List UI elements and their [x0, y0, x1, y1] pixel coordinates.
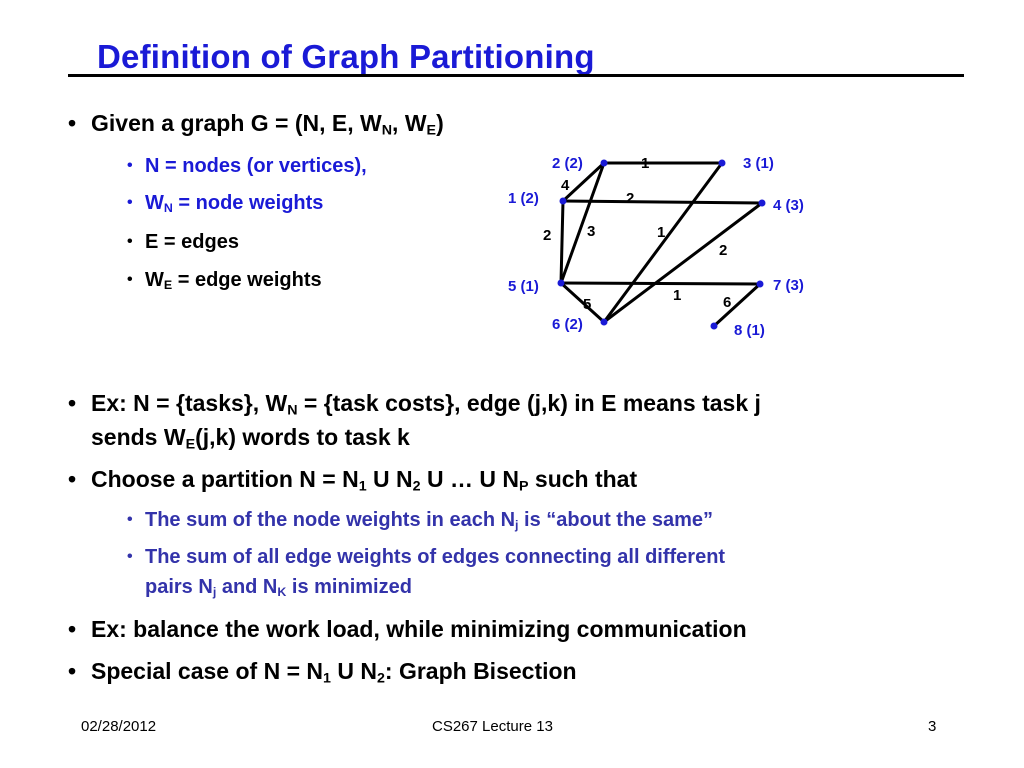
bullet-text: Special case of N = N — [91, 658, 324, 684]
sub-bullet-text: and N — [216, 576, 278, 598]
bullet-choose-partition — [68, 462, 948, 496]
sub-bullet-edge-cut — [127, 542, 917, 602]
bullet-balance-example — [68, 612, 948, 646]
node-3-dot — [719, 160, 726, 167]
sub-bullet-text: = edge weights — [172, 269, 322, 291]
subscript: K — [277, 585, 287, 600]
sub-bullet-text: The sum of the node weights in each N — [145, 509, 516, 531]
bullet-text: such that — [528, 466, 638, 492]
subscript: 2 — [412, 478, 421, 495]
node-7-dot — [711, 323, 718, 330]
bullet-dot: • — [127, 194, 133, 211]
footer-course: CS267 Lecture 13 — [432, 718, 553, 735]
subscript: j — [212, 585, 217, 600]
edge-1-5 — [561, 201, 563, 283]
node-8-dot — [757, 281, 764, 288]
bullet-text: U … U N — [420, 466, 519, 492]
bullet-text: , W — [392, 110, 427, 136]
bullet-text: sends W — [91, 424, 186, 450]
bullet-dot: • — [127, 271, 133, 288]
bullet-dot: • — [127, 157, 133, 174]
sub-bullet-text: = node weights — [172, 192, 324, 214]
bullet-dot: • — [68, 616, 77, 642]
bullet-dot: • — [68, 390, 77, 416]
bullet-text: = {task costs}, edge (j,k) in E means task j — [297, 390, 761, 416]
edge-weight-2-1: 4 — [561, 177, 570, 194]
node-5-dot — [558, 280, 565, 287]
node-2-dot — [601, 160, 608, 167]
edge-weight-2-3: 1 — [641, 155, 650, 172]
sub-bullet-text: pairs N — [145, 576, 213, 598]
edge-3-6 — [604, 163, 722, 322]
edge-5-8 — [561, 283, 760, 284]
bullet-text: Ex: N = {tasks}, W — [91, 390, 288, 416]
node-label-7: 8 (1) — [734, 322, 765, 339]
subscript: 2 — [376, 670, 385, 687]
bullet-dot: • — [127, 233, 133, 250]
node-4-dot — [759, 200, 766, 207]
node-label-6: 6 (2) — [552, 316, 583, 333]
bullet-text: Given a graph G = (N, E, W — [91, 110, 382, 136]
node-label-5: 5 (1) — [508, 278, 539, 295]
edge-weight-4-6: 2 — [719, 242, 728, 259]
edge-weight-1-5: 2 — [543, 227, 552, 244]
sub-bullet-text: W — [145, 269, 164, 291]
footer-date: 02/28/2012 — [81, 718, 157, 735]
edge-weight-5-6: 5 — [583, 296, 592, 313]
sub-bullet-text: is minimized — [286, 576, 412, 598]
subscript: N — [163, 201, 173, 216]
subscript: j — [515, 518, 519, 533]
sub-bullet-text: The sum of all edge weights of edges connecting all different — [145, 546, 726, 568]
subscript: N — [381, 122, 393, 139]
node-label-4: 4 (3) — [773, 197, 804, 214]
bullet-text: U N — [366, 466, 413, 492]
subscript: 1 — [323, 670, 331, 687]
edge-8-7 — [714, 284, 760, 326]
sub-bullet-node-weight-balance — [127, 505, 917, 535]
node-1-dot — [560, 198, 567, 205]
edge-1-4 — [563, 201, 762, 203]
subscript: E — [185, 436, 196, 453]
bullet-text: : Graph Bisection — [384, 658, 577, 684]
subscript: 1 — [358, 478, 367, 495]
node-label-1: 1 (2) — [508, 190, 539, 207]
bullet-text: ) — [436, 110, 444, 136]
bullet-dot: • — [68, 658, 77, 684]
node-label-3: 3 (1) — [743, 155, 774, 172]
bullet-text: (j,k) words to task k — [195, 424, 410, 450]
subscript: E — [163, 278, 173, 293]
sub-bullet-text: N = nodes (or vertices), — [145, 155, 367, 177]
node-label-2: 2 (2) — [552, 155, 583, 172]
bullet-dot: • — [127, 548, 133, 565]
bullet-dot: • — [68, 110, 77, 136]
node-label-8: 7 (3) — [773, 277, 804, 294]
node-6-dot — [601, 319, 608, 326]
subscript: E — [426, 122, 437, 139]
edge-weight-5-8: 1 — [673, 287, 682, 304]
edge-weight-2-5: 3 — [587, 223, 596, 240]
slide-title: Definition of Graph Partitioning — [97, 38, 595, 75]
bullet-bisection — [68, 654, 948, 688]
bullet-text: Ex: balance the work load, while minimizing communication — [91, 616, 747, 642]
bullet-dot: • — [127, 511, 133, 528]
bullet-text: U N — [330, 658, 377, 684]
bullet-text: Choose a partition N = N — [91, 466, 359, 492]
edge-weight-8-7: 6 — [723, 294, 732, 311]
subscript: P — [519, 478, 529, 495]
sub-bullet-text: W — [145, 192, 164, 214]
subscript: N — [287, 402, 298, 419]
bullet-example-tasks — [68, 386, 948, 454]
sub-bullet-text: E = edges — [145, 231, 239, 253]
footer-page-number: 3 — [928, 718, 937, 735]
edge-weight-3-6: 1 — [657, 224, 666, 241]
edge-weight-1-4: 2 — [626, 190, 635, 207]
sub-bullet-text: is “about the same” — [518, 509, 713, 531]
bullet-dot: • — [68, 466, 77, 492]
